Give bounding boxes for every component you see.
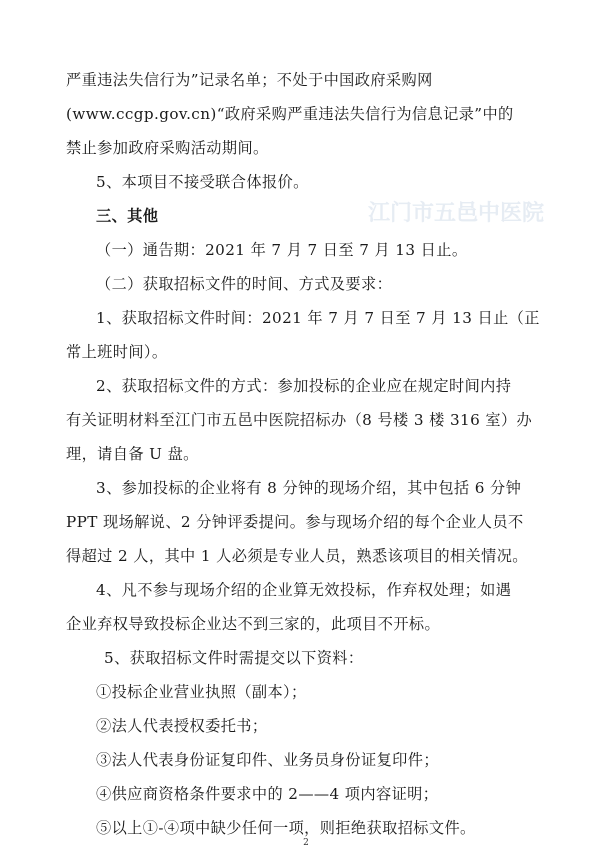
section-heading-other: 三、其他 [96,207,159,225]
text-line-11: 有关证明材料至江门市五邑中医院招标办（8 号楼 3 楼 316 室）办 [66,411,533,429]
text-line-notice-period: （一）通告期：2021 年 7 月 7 日至 7 月 13 日止。 [96,241,468,259]
list-item-2: ②法人代表授权委托书； [96,717,268,735]
text-line-8: 1、获取招标文件时间：2021 年 7 月 7 日至 7 月 13 日止（正 [96,309,540,327]
list-item-5: ⑤以上①-④项中缺少任何一项，则拒绝获取招标文件。 [96,819,476,837]
list-item-3: ③法人代表身份证复印件、业务员身份证复印件； [96,751,439,769]
text-line-15: 得超过 2 人，其中 1 人必须是专业人员，熟悉该项目的相关情况。 [66,547,528,565]
text-line-13: 3、参加投标的企业将有 8 分钟的现场介绍，其中包括 6 分钟 [96,479,522,497]
text-line-3: 禁止参加政府采购活动期间。 [66,139,269,157]
text-line-4: 5、本项目不接受联合体报价。 [96,173,309,191]
list-item-4: ④供应商资格条件要求中的 2——4 项内容证明； [96,785,439,803]
text-line-17: 企业弃权导致投标企业达不到三家的，此项目不开标。 [66,615,441,633]
page-number: 2 [303,838,309,848]
text-line-10: 2、获取招标文件的方式：参加投标的企业应在规定时间内持 [96,377,512,395]
bleed-through-mark: 江门市五邑中医院 [368,200,545,226]
text-line-12: 理，请自备 U 盘。 [66,445,199,463]
text-line-1: 严重违法失信行为”记录名单；不处于中国政府采购网 [66,71,433,89]
list-item-1: ①投标企业营业执照（副本）； [96,683,307,701]
text-line-9: 常上班时间）。 [66,343,168,361]
text-line-14: PPT 现场解说、2 分钟评委提问。参与现场介绍的每个企业人员不 [66,513,524,531]
text-line-16: 4、凡不参与现场介绍的企业算无效投标，作弃权处理；如遇 [96,581,512,599]
text-line-18: 5、获取招标文件时需提交以下资料： [104,649,364,667]
text-line-subheading: （二）获取招标文件的时间、方式及要求： [96,275,393,293]
text-line-2: (www.ccgp.gov.cn)“政府采购严重违法失信行为信息记录”中的 [66,105,514,123]
